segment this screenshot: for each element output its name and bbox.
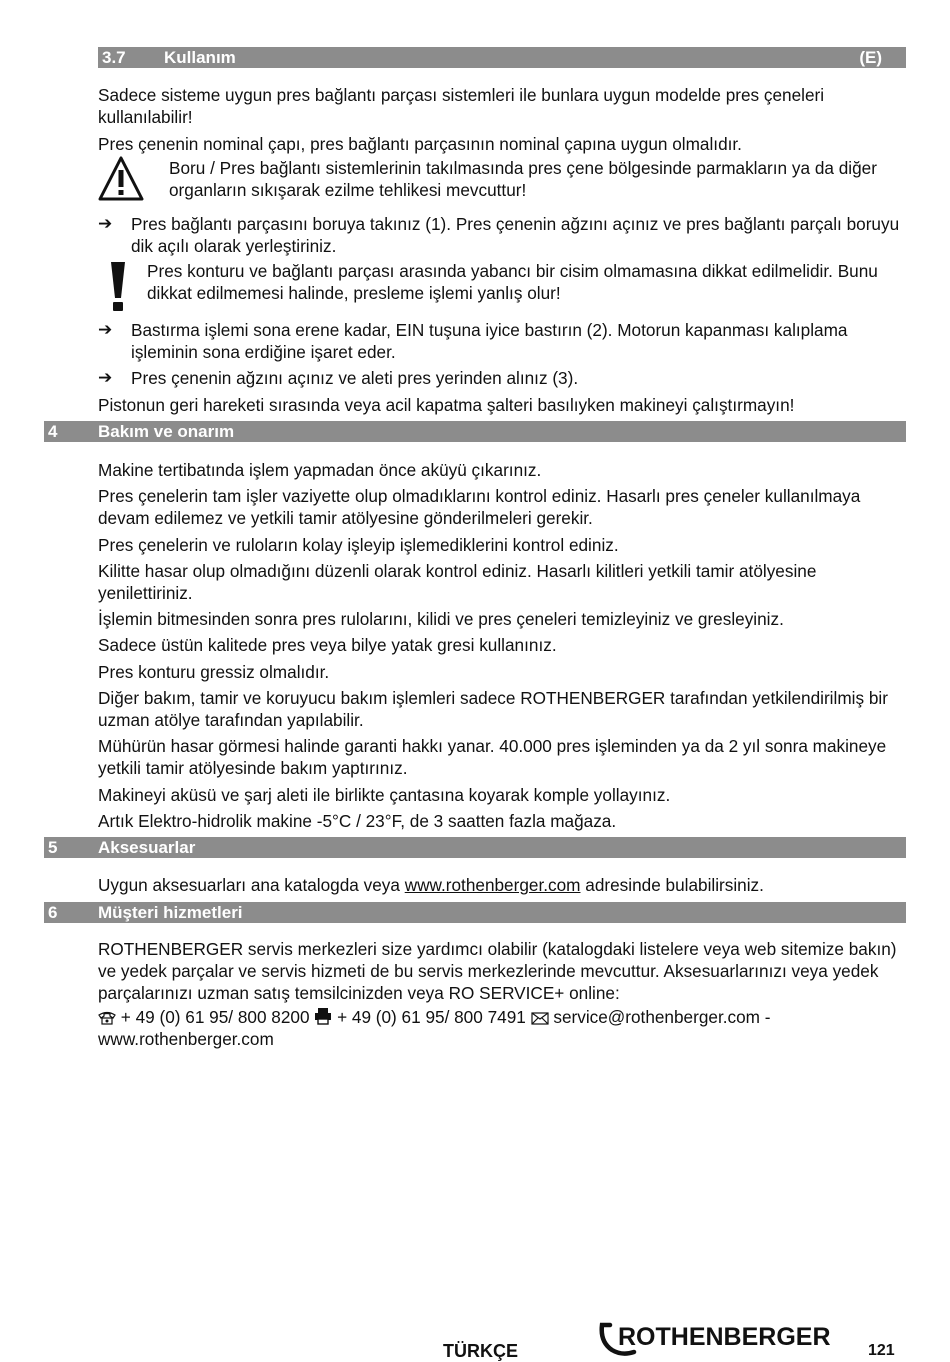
text: Uygun aksesuarları ana katalogda veya	[98, 875, 405, 895]
paragraph: Pres konturu gressiz olmalıdır.	[98, 662, 330, 682]
phone-number: + 49 (0) 61 95/ 800 8200	[116, 1007, 315, 1027]
notice-text: Pres konturu ve bağlantı parçası arasında yabancı bir cisim olmamasına dikkat edilmelidir. Bunu dikkat edilmemesi halinde, presleme işlemi yanlış olur!	[147, 261, 878, 303]
right-arrow-icon: ➔	[98, 320, 113, 339]
section-title: Aksesuarlar	[98, 838, 196, 857]
paragraph: Sadece sisteme uygun pres bağlantı parçası sistemleri ile bunlara uygun modelde pres çeneleri kullanılabilir!	[98, 85, 825, 127]
list-item	[98, 319, 906, 363]
warning-triangle-icon	[98, 156, 144, 202]
web-address: www.rothenberger.com	[98, 1029, 274, 1049]
paragraph: Pres çenenin nominal çapı, pres bağlantı parçasının nominal çapına uygun olmalıdır.	[98, 134, 742, 154]
section-header-4	[44, 421, 906, 442]
paragraph: Pres çenelerin ve ruloların kolay işleyip işlemediklerini kontrol ediniz.	[98, 535, 619, 555]
section-header-6	[44, 902, 906, 923]
exclamation-icon	[108, 260, 128, 312]
envelope-icon	[531, 1012, 549, 1025]
section-title: Kullanım	[164, 48, 236, 67]
section-title: Bakım ve onarım	[98, 422, 235, 441]
list-item	[98, 213, 906, 257]
fax-number: + 49 (0) 61 95/ 800 7491	[332, 1007, 531, 1027]
fax-icon	[314, 1007, 332, 1025]
paragraph: İşlemin bitmesinden sonra pres rulolarını, kilidi ve pres çeneleri temizleyiniz ve gresleyiniz.	[98, 609, 784, 629]
step-text: Pres bağlantı parçasını boruya takınız (1). Pres çenenin ağzını açınız ve pres bağlantı parçalı boruyu dik açılı olarak yerleştiriniz.	[131, 214, 900, 256]
phone-icon	[98, 1011, 116, 1025]
paragraph: Makineyi aküsü ve şarj aleti ile birlikte çantasına koyarak komple yollayınız.	[98, 785, 671, 805]
section-header-5	[44, 837, 906, 858]
logo-text: ROTHENBERGER	[618, 1323, 831, 1351]
email-address: service@rothenberger.com -	[548, 1007, 771, 1027]
section-number: 5	[48, 838, 58, 857]
paragraph: Mühürün hasar görmesi halinde garanti hakkı yanar. 40.000 pres işleminden ya da 2 yıl sonra makineye yetkili tamir atölyesinde bakım yaptırınız.	[98, 736, 887, 778]
paragraph: Kilitte hasar olup olmadığını düzenli olarak kontrol ediniz. Hasarlı kilitleri yetkili tamir atölyesine yenilettiriniz.	[98, 561, 817, 603]
paragraph: Artık Elektro-hidrolik makine -5°C / 23°F, de 3 saatten fazla mağaza.	[98, 811, 617, 831]
right-arrow-icon: ➔	[98, 368, 113, 387]
page-number: 121	[868, 1342, 895, 1359]
section-tag: (E)	[859, 48, 882, 67]
paragraph: Makine tertibatında işlem yapmadan önce aküyü çıkarınız.	[98, 460, 542, 480]
section-title: Müşteri hizmetleri	[98, 903, 243, 922]
contact-line	[98, 1006, 906, 1028]
paragraph	[98, 874, 906, 896]
paragraph: ROTHENBERGER servis merkezleri size yardımcı olabilir (katalogdaki listelere veya web sitemize bakın) ve yedek parçalar ve servis hizmeti de bu servis merkezlerinde mevcuttur. Aksesuarlarınızı veya yedek parçalarınızı uzman satış temsilcinizden veya RO SERVICE+ online:	[98, 939, 897, 1003]
footer-language: TÜRKÇE	[443, 1341, 518, 1361]
text: adresinde bulabilirsiniz.	[580, 875, 764, 895]
step-text: Bastırma işlemi sona erene kadar, EIN tuşuna iyice bastırın (2). Motorun kapanması kalıplama işleminin sona erdiğine işaret eder.	[131, 320, 848, 362]
section-number: 6	[48, 903, 58, 922]
paragraph: Sadece üstün kalitede pres veya bilye yatak gresi kullanınız.	[98, 635, 557, 655]
section-number: 4	[48, 422, 58, 441]
section-number: 3.7	[102, 48, 126, 67]
paragraph: Diğer bakım, tamir ve koruyucu bakım işlemleri sadece ROTHENBERGER tarafından yetkilendirilmiş bir uzman atölye tarafından yapılabilir.	[98, 688, 888, 730]
list-item	[98, 367, 906, 389]
rothenberger-logo	[598, 1322, 850, 1360]
paragraph: Pres çenelerin tam işler vaziyette olup olmadıklarını kontrol ediniz. Hasarlı pres çeneler kullanılmaya devam edilemez ve yetkili tamir atölyesine gönderilmeleri gerekir.	[98, 486, 861, 528]
step-text: Pres çenenin ağzını açınız ve aleti pres yerinden alınız (3).	[131, 368, 579, 388]
warning-text: Boru / Pres bağlantı sistemlerinin takılmasında pres çene bölgesinde parmakların ya da diğer organların sıkışarak ezilme tehlikesi mevcuttur!	[169, 158, 877, 200]
right-arrow-icon: ➔	[98, 214, 113, 233]
website-link[interactable]: www.rothenberger.com	[404, 875, 581, 895]
paragraph: Pistonun geri hareketi sırasında veya acil kapatma şalteri basılıyken makineyi çalıştırmayın!	[98, 395, 795, 415]
section-header-3-7	[98, 47, 906, 68]
